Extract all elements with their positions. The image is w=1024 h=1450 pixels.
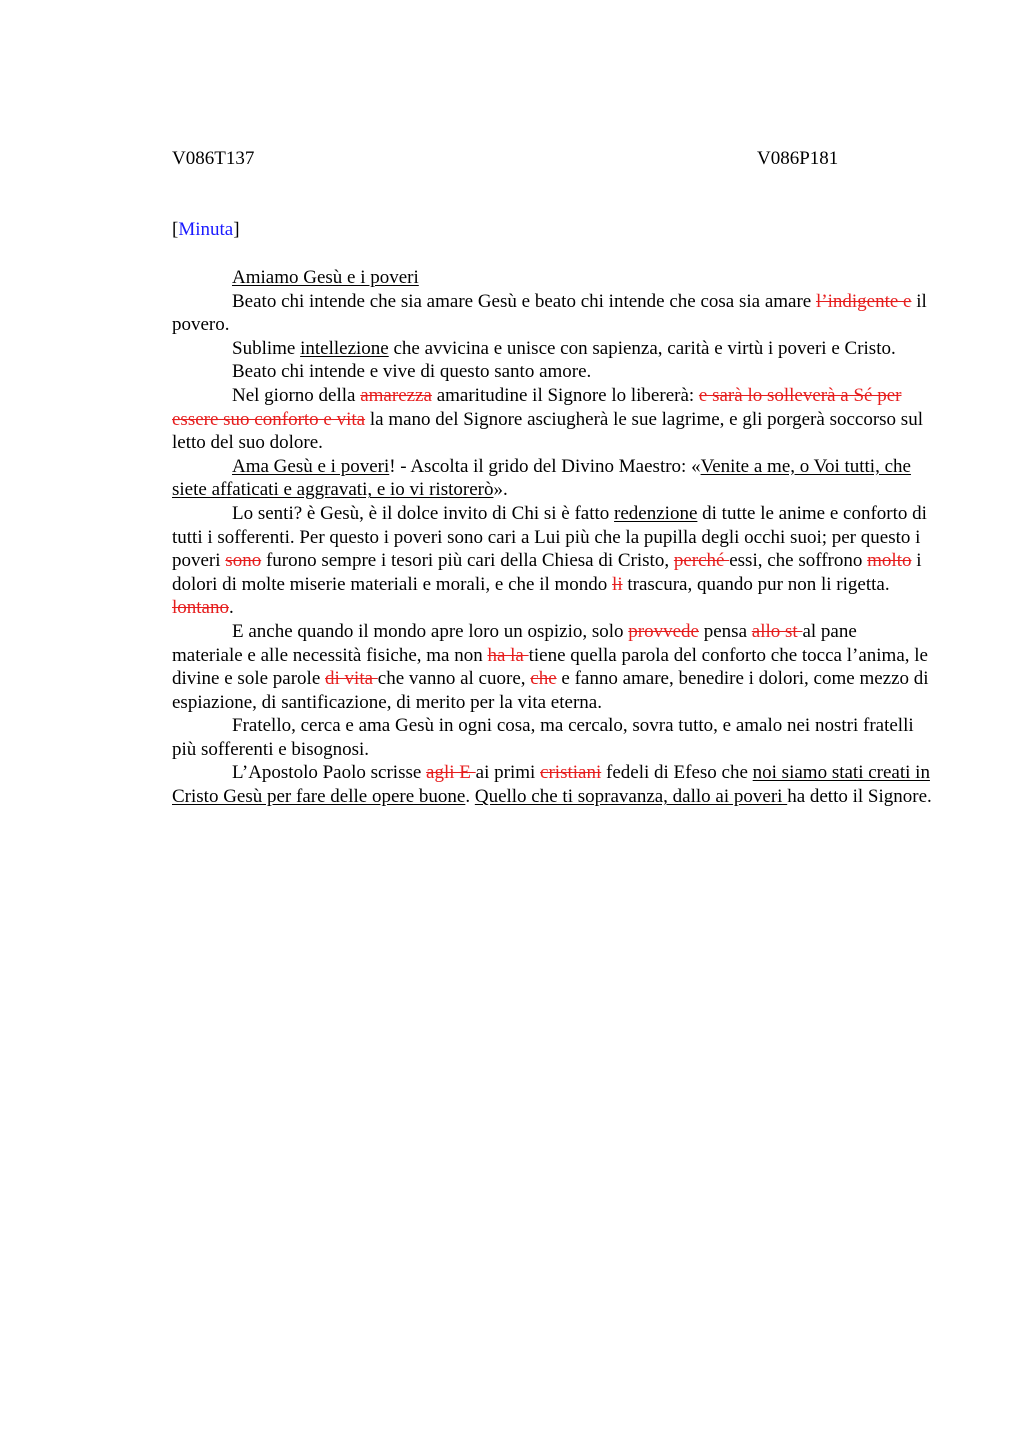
paragraph <box>172 455 932 502</box>
text-run: Beato chi intende e vive di questo santo amore. <box>232 361 592 383</box>
text-run: fedeli di Efeso che <box>601 762 753 784</box>
text-run: ai primi <box>475 762 541 784</box>
deleted-text: e sarà lo solleverà a Sé per essere suo conforto e vita <box>172 384 902 430</box>
deleted-text: lontano <box>172 597 229 619</box>
paragraph <box>172 714 932 761</box>
deleted-text: amarezza <box>360 384 432 406</box>
minuta-bracket-close: ] <box>233 219 240 240</box>
text-run: Nel giorno della <box>232 384 361 406</box>
paragraph <box>172 360 932 384</box>
text-run: di tutte le anime e conforto di tutti i sofferenti. Per questo i poveri sono cari a Lui più che la pupilla degli occhi suoi; per questo i poveri <box>172 502 927 572</box>
deleted-text: l’indigente e <box>815 290 912 312</box>
text-run: ! - Ascolta il grido del Divino Maestro: « <box>389 455 701 477</box>
text-run: Beato chi intende che sia amare Gesù e beato chi intende che cosa sia amare <box>232 290 816 312</box>
deleted-text: di vita <box>325 668 378 690</box>
minuta-bracket-open: [ <box>172 219 179 240</box>
minuta-label: Minuta <box>178 219 234 240</box>
text-run: tiene quella parola del conforto che tocca l’anima, le divine e sole parole <box>172 644 928 690</box>
paragraph <box>172 620 932 714</box>
text-run: trascura, quando pur non li rigetta. <box>622 573 890 595</box>
paragraph <box>172 384 932 455</box>
deleted-text: ha la <box>487 644 529 666</box>
text-run: pensa <box>699 620 752 642</box>
underlined-text: Quello che ti sopravanza, dallo ai poveri <box>474 786 788 808</box>
deleted-text: molto <box>867 550 912 572</box>
text-run: il povero. <box>172 290 927 336</box>
deleted-text: li <box>612 573 623 595</box>
header-left-code: V086T137 <box>172 148 255 169</box>
paragraph <box>172 761 932 808</box>
deleted-text: allo st <box>751 620 803 642</box>
text-run: Fratello, cerca e ama Gesù in ogni cosa, ma cercalo, sovra tutto, e amalo nei nostri fratelli più sofferenti e bisognosi. <box>172 715 914 760</box>
underlined-text: Venite a me, o Voi tutti, che siete affaticati e aggravati, e io vi ristorerò <box>172 455 911 501</box>
deleted-text: provvede <box>628 620 699 642</box>
paragraph <box>172 290 932 337</box>
underlined-text: noi siamo stati creati in Cristo Gesù per fare delle opere buone <box>172 762 930 808</box>
text-run: che avvicina e unisce con sapienza, carità e virtù i poveri e Cristo. <box>388 337 896 359</box>
text-run: e fanno amare, benedire i dolori, come mezzo di espiazione, di santificazione, di merito per la vita eterna. <box>172 668 929 713</box>
underlined-text: redenzione <box>614 502 698 524</box>
text-run: essi, che soffrono <box>729 550 868 572</box>
text-run: che vanno al cuore, <box>377 668 531 690</box>
text-run: Lo senti? è Gesù, è il dolce invito di Chi si è fatto <box>232 502 615 524</box>
text-run: amaritudine il Signore lo libererà: <box>431 384 699 406</box>
deleted-text: agli E <box>426 762 476 784</box>
paragraph <box>172 502 932 620</box>
deleted-text: sono <box>225 550 262 572</box>
text-run: la mano del Signore asciugherà le sue lagrime, e gli porgerà soccorso sul letto del suo dolore. <box>172 408 923 454</box>
paragraph <box>172 337 932 361</box>
text-run: i dolori di molte miserie materiali e morali, e che il mondo <box>172 550 922 595</box>
text-run: al pane materiale e alle necessità fisiche, ma non <box>172 620 857 666</box>
deleted-text: cristiani <box>540 762 602 784</box>
text-run: furono sempre i tesori più cari della Chiesa di Cristo, <box>261 550 674 572</box>
underlined-text: Ama Gesù e i poveri <box>232 455 390 477</box>
underlined-text: intellezione <box>300 337 389 359</box>
text-run: Sublime <box>232 337 301 359</box>
deleted-text: perché <box>673 550 730 572</box>
text-run: E anche quando il mondo apre loro un ospizio, solo <box>232 620 629 642</box>
header-right-code: V086P181 <box>757 148 839 169</box>
underlined-text: Amiamo Gesù e i poveri <box>232 267 419 288</box>
text-run: . <box>465 786 475 808</box>
paragraph <box>172 266 932 290</box>
document-body <box>172 266 932 809</box>
text-run: L’Apostolo Paolo scrisse <box>232 762 427 784</box>
text-run: . <box>229 597 234 619</box>
minuta-label-line <box>172 218 240 242</box>
text-run: ha detto il Signore. <box>787 786 932 808</box>
text-run: ». <box>493 479 508 501</box>
deleted-text: che <box>530 668 557 690</box>
